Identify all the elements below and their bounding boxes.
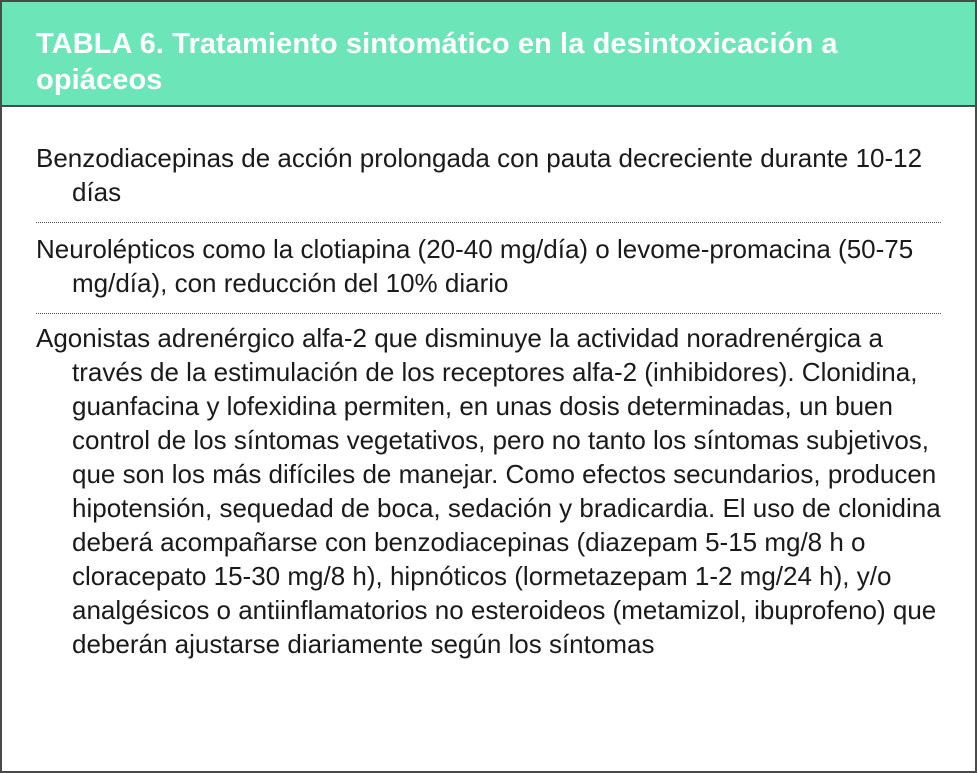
table-row-benzodiacepinas: Benzodiacepinas de acción prolongada con pauta decreciente durante 10-12 días (36, 141, 941, 223)
table-header (2, 2, 975, 107)
table-body (2, 107, 975, 661)
table-title: TABLA 6. Tratamiento sintomático en la desintoxicación a opiáceos (36, 28, 838, 96)
table-row-agonistas-alfa-2: Agonistas adrenérgico alfa-2 que disminuye la actividad noradrenérgica a través de la estimulación de los receptores alfa-2 (inhibidores). Clonidina, guanfacina y lofexidina permiten, en unas dosis determinadas, un buen control de los síntomas vegetativos, pero no tanto los síntomas subjetivos, que son los más difíciles de manejar. Como efectos secundarios, producen hipotensión, sequedad de boca, sedación y bradicardia. El uso de clonidina deberá acompañarse con benzodiacepinas (diazepam 5-15 mg/8 h o cloracepato 15-30 mg/8 h), hipnóticos (lormetazepam 1-2 mg/24 h), y/o analgésicos o antiinflamatorios no esteroideos (metamizol, ibuprofeno) que deberán ajustarse diariamente según los síntomas (36, 323, 941, 659)
table-row-neurolepticos: Neurolépticos como la clotiapina (20-40 mg/día) o levome-promacina (50-75 mg/día), con reducción del 10% diario (36, 223, 941, 314)
